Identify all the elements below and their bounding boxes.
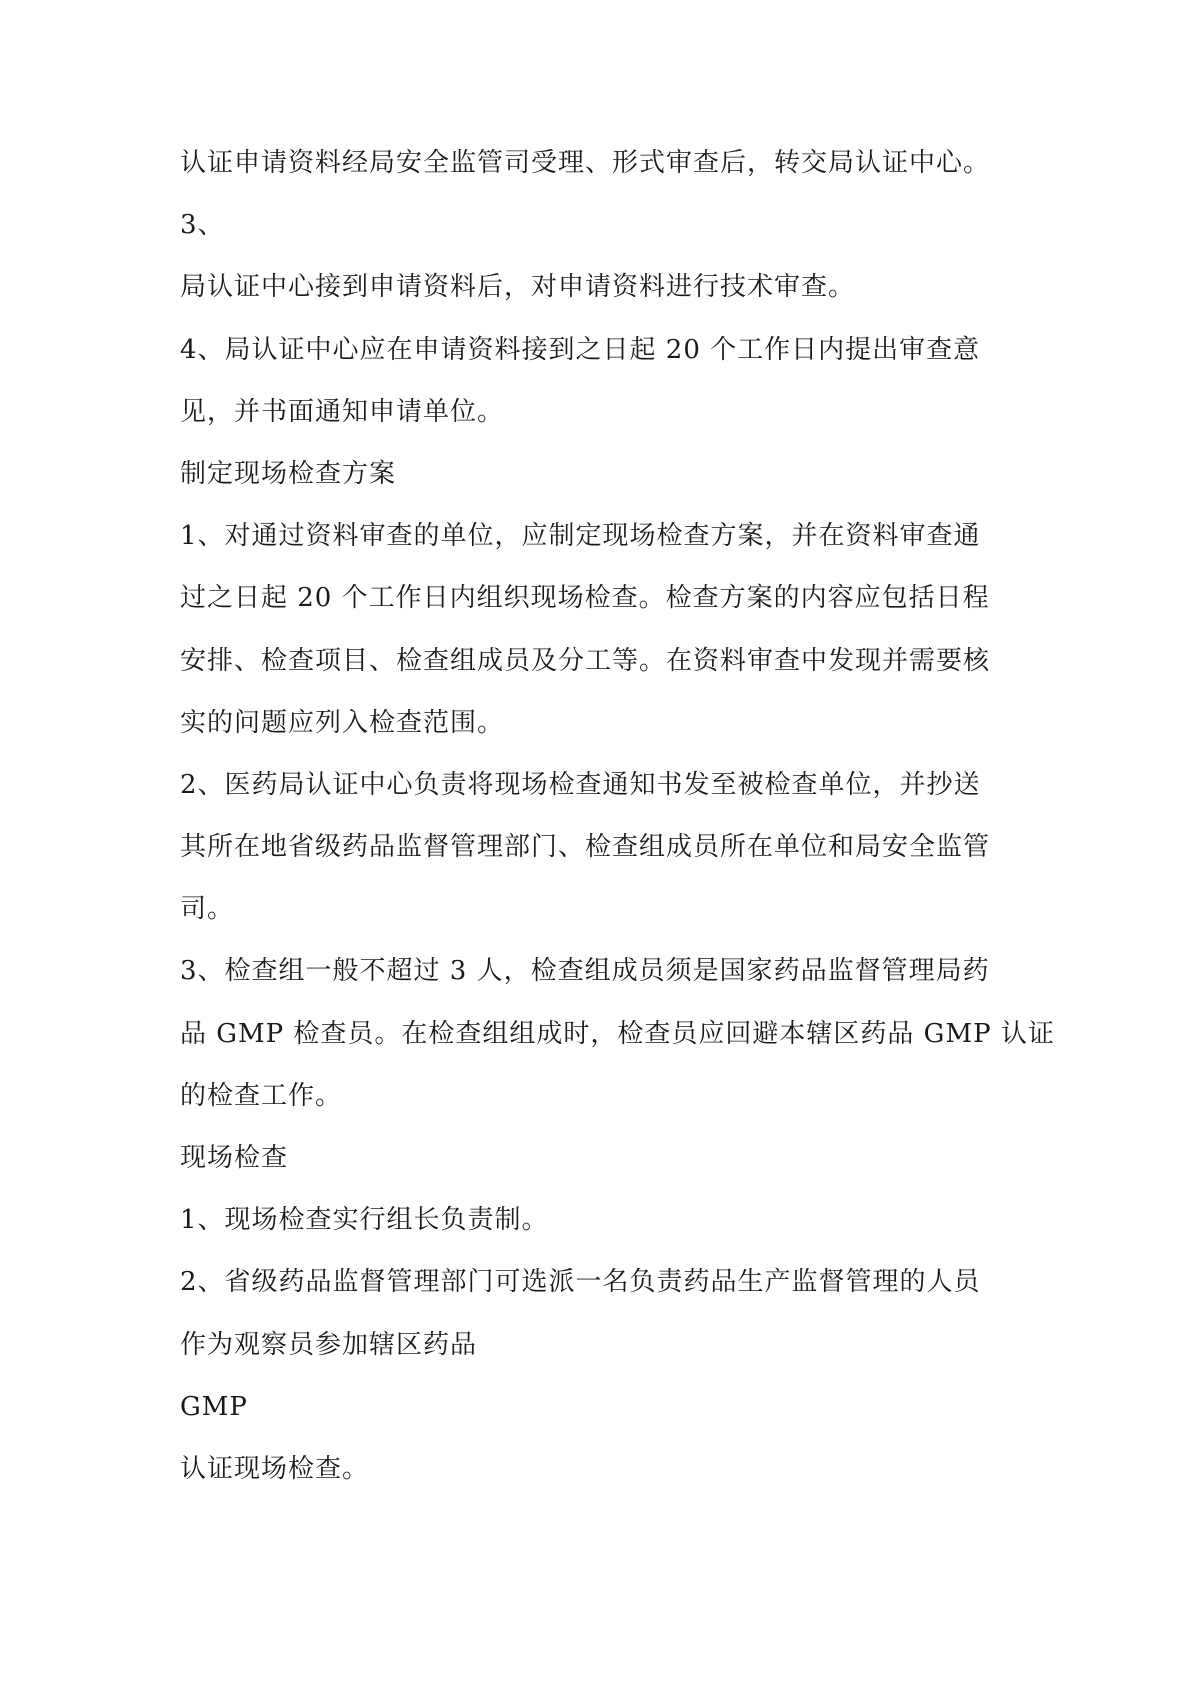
text-line: 品 GMP 检查员。在检查组组成时，检查员应回避本辖区药品 GMP 认证 [180, 1018, 1055, 1049]
text-line: 作为观察员参加辖区药品 [180, 1329, 478, 1360]
text-line: 其所在地省级药品监督管理部门、检查组成员所在单位和局安全监管 [180, 832, 991, 863]
text-line: 局认证中心接到申请资料后，对申请资料进行技术审查。 [180, 272, 856, 303]
section-heading: 制定现场检查方案 [180, 458, 397, 489]
text-line: 1、对通过资料审查的单位，应制定现场检查方案，并在资料审查通 [180, 521, 981, 552]
text-line: 见，并书面通知申请单位。 [180, 396, 505, 427]
text-line: 过之日起 20 个工作日内组织现场检查。检查方案的内容应包括日程 [180, 583, 990, 614]
text-line: 认证申请资料经局安全监管司受理、形式审查后，转交局认证中心。 [180, 148, 991, 178]
section-heading: 现场检查 [180, 1143, 289, 1173]
text-line: 认证现场检查。 [180, 1453, 370, 1484]
document-body [180, 148, 1055, 1516]
text-line: 3、 [180, 210, 225, 241]
text-line: 的检查工作。 [180, 1080, 343, 1111]
text-line: 实的问题应列入检查范围。 [180, 707, 505, 738]
text-line: 1、现场检查实行组长负责制。 [180, 1205, 549, 1236]
text-line: 安排、检查项目、检查组成员及分工等。在资料审查中发现并需要核 [180, 645, 991, 676]
text-line: 2、医药局认证中心负责将现场检查通知书发至被检查单位，并抄送 [180, 769, 981, 800]
text-line: 4、局认证中心应在申请资料接到之日起 20 个工作日内提出审查意 [180, 334, 981, 365]
text-line: GMP [180, 1391, 248, 1422]
text-line: 3、检查组一般不超过 3 人，检查组成员须是国家药品监督管理局药 [180, 956, 990, 987]
text-line: 司。 [180, 894, 235, 925]
text-line: 2、省级药品监督管理部门可选派一名负责药品生产监督管理的人员 [180, 1267, 981, 1298]
